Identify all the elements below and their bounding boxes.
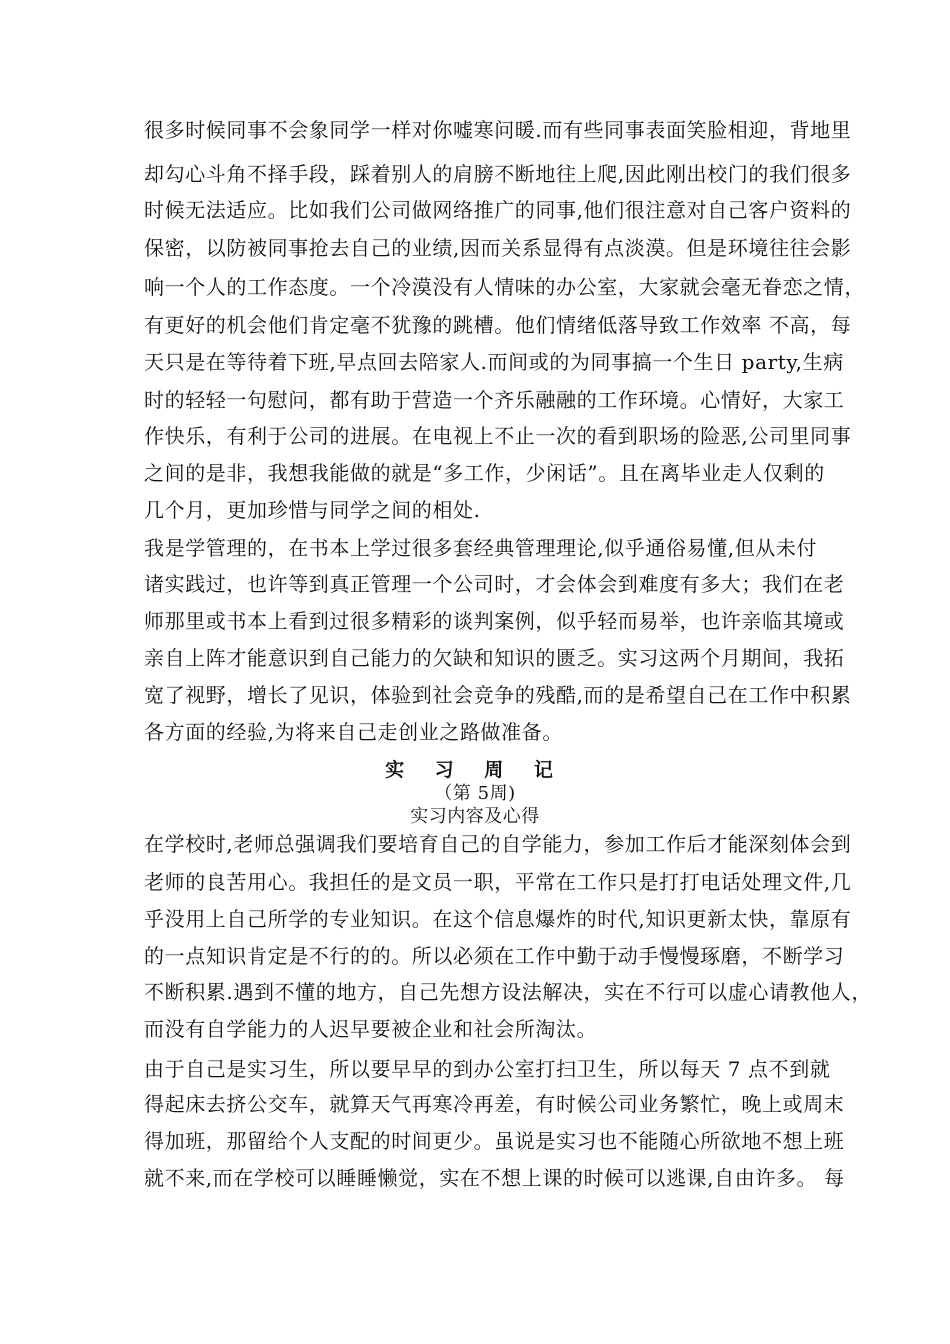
text-line: 在学校时,老师总强调我们要培育自己的自学能力，参加工作后才能深刻体会到 — [144, 832, 852, 856]
text-line: 却勾心斗角不择手段，踩着别人的肩膀不断地往上爬,因此刚出校门的我们很多 — [144, 162, 852, 186]
text-line: 几个月，更加珍惜与同学之间的相处. — [144, 498, 481, 522]
text-line: 之间的是非，我想我能做的就是“多工作，少闲话”。且在离毕业走人仅剩的 — [144, 461, 825, 485]
text-line: 很多时候同事不会象同学一样对你嘘寒问暖.而有些同事表面笑脸相迎，背地里 — [144, 118, 852, 142]
text-line: 时候无法适应。比如我们公司做网络推广的同事,他们很注意对自己客户资料的 — [144, 198, 852, 222]
text-line: 宽了视野，增长了见识，体验到社会竞争的残酷,而的是希望自己在工作中积累 — [144, 683, 852, 707]
text-line: 得起床去挤公交车，就算天气再寒冷再差，有时候公司业务繁忙，晚上或周末 — [144, 1092, 845, 1116]
text-line: 得加班，那留给个人支配的时间更少。虽说是实习也不能随心所欲地不想上班 — [144, 1129, 845, 1153]
week-number: （第 5周) — [434, 783, 516, 804]
text-line: 就不来,而在学校可以睡睡懒觉，实在不想上课的时候可以逃课,自由许多。 每 — [144, 1166, 845, 1190]
section-subtitle: 实习内容及心得 — [410, 806, 540, 827]
text-line: 我是学管理的，在书本上学过很多套经典管理理论,似乎通俗易懂,但从未付 — [144, 536, 818, 560]
text-line: 而没有自学能力的人迟早要被企业和社会所淘汰。 — [144, 1017, 598, 1041]
text-line: 响一个人的工作态度。一个冷漠没有人情味的办公室，大家就会毫无眷恋之情， — [144, 275, 865, 299]
text-line: 老师的良苦用心。我担任的是文员一职，平常在工作只是打打电话处理文件,几 — [144, 870, 852, 894]
weekly-journal-title: 实 习 周 记 — [385, 759, 565, 781]
text-line: 不断积累.遇到不懂的地方，自己先想方设法解决，实在不行可以虚心请教他人， — [144, 980, 872, 1004]
text-line: 由于自己是实习生，所以要早早的到办公室打扫卫生，所以每天 7 点不到就 — [144, 1057, 831, 1081]
text-line: 保密，以防被同事抢去自己的业绩,因而关系显得有点淡漠。但是环境往往会影 — [144, 236, 852, 260]
text-line: 师那里或书本上看到过很多精彩的谈判案例，似乎轻而易举，也许亲临其境或 — [144, 609, 845, 633]
text-line: 时的轻轻一句慰问，都有助于营造一个齐乐融融的工作环境。心情好，大家工 — [144, 388, 845, 412]
text-line: 各方面的经验,为将来自己走创业之路做准备。 — [144, 720, 563, 744]
text-line: 天只是在等待着下班,早点回去陪家人.而间或的为同事搞一个生日 party,生病 — [144, 350, 844, 374]
text-line: 的一点知识肯定是不行的的。所以必须在工作中勤于动手慢慢琢磨，不断学习 — [144, 944, 845, 968]
text-line: 亲自上阵才能意识到自己能力的欠缺和知识的匮乏。实习这两个月期间，我拓 — [144, 646, 845, 670]
text-line: 作快乐，有利于公司的进展。在电视上不止一次的看到职场的险恶,公司里同事 — [144, 424, 852, 448]
text-line: 诸实践过，也许等到真正管理一个公司时，才会体会到难度有多大；我们在老 — [144, 572, 845, 596]
text-line: 乎没用上自己所学的专业知识。在这个信息爆炸的时代,知识更新太快，靠原有 — [144, 907, 852, 931]
text-line: 有更好的机会他们肯定毫不犹豫的跳槽。他们情绪低落导致工作效率 不高，每 — [144, 313, 852, 337]
